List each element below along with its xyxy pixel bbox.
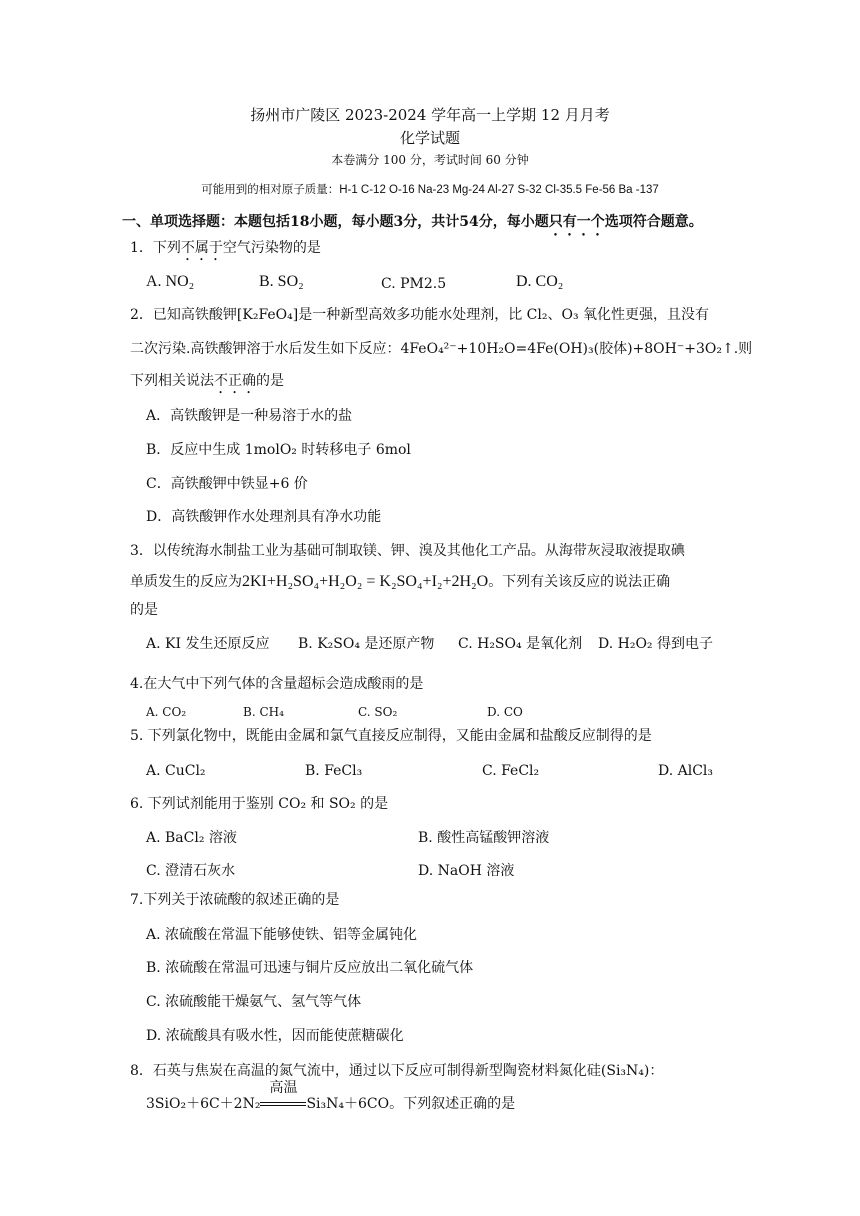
q4-stem: 4.在大气中下列气体的含量超标会造成酸雨的是 (130, 676, 424, 692)
q6-stem: 6. 下列试剂能用于鉴别 CO₂ 和 SO₂ 的是 (130, 796, 389, 812)
q3-option-d: D. H₂O₂ 得到电子 (598, 636, 713, 652)
q2-option-d: D．高铁酸钾作水处理剂具有净水功能 (146, 509, 382, 525)
atomic-masses: 可能用到的相对原子质量：H-1 C-12 O-16 Na-23 Mg-24 Al-27 S-32 Cl-35.5 Fe-56 Ba -137 (201, 184, 659, 196)
q2-stem-line3: 下列相关说法不正确的是 (130, 373, 284, 389)
q5-option-a: A. CuCl₂ (146, 763, 206, 779)
exam-subtitle: 化学试题 (399, 129, 460, 147)
q7-option-c: C. 浓硫酸能干燥氨气、氢气等气体 (146, 994, 362, 1010)
q5-stem: 5. 下列氯化物中，既能由金属和氯气直接反应制得，又能由金属和盐酸反应制得的是 (130, 728, 652, 744)
q1-option-c: C. PM2.5 (381, 276, 447, 292)
reaction-condition-arrow (260, 1080, 306, 1114)
q5-option-d: D. AlCl₃ (658, 763, 714, 779)
section-heading: 一、单项选择题：本题包括18小题，每小题3分，共计54分，每小题只有一个选项符合题意。 (122, 214, 703, 230)
q3-option-c: C. H₂SO₄ 是氧化剂 (458, 636, 583, 652)
q2-stem-line1: 2．已知高铁酸钾[K₂FeO₄]是一种新型高效多功能水处理剂，比 Cl₂、O₃ 氧化性更强，且没有 (130, 307, 710, 323)
q1-option-b: B. SO₂ (259, 273, 304, 290)
q7-stem: 7.下列关于浓硫酸的叙述正确的是 (130, 892, 340, 908)
q3-equation: 2KI+H₂SO₄+H₂O₂ = K₂SO₄+I₂+2H₂O (242, 573, 489, 590)
q6-option-b: B. 酸性高锰酸钾溶液 (418, 830, 550, 846)
q2-option-c: C．高铁酸钾中铁显+6 价 (146, 476, 308, 492)
q7-option-d: D. 浓硫酸具有吸水性，因而能使蔗糖碳化 (146, 1028, 404, 1044)
q7-option-b: B. 浓硫酸在常温可迅速与铜片反应放出二氧化硫气体 (146, 960, 474, 976)
q8-stem-line1: 8．石英与焦炭在高温的氮气流中，通过以下反应可制得新型陶瓷材料氮化硅(Si₃N₄)： (130, 1063, 664, 1079)
q3-stem-line2: 单质发生的反应为2KI+H₂SO₄+H₂O₂ = K₂SO₄+I₂+2H₂O。下列有关该反应的说法正确 (130, 573, 671, 590)
q4-option-b: B. CH₄ (243, 705, 284, 719)
q5-option-b: B. FeCl₃ (305, 763, 363, 779)
q4-option-d: D. CO (487, 705, 523, 719)
q4-option-a: A. CO₂ (146, 705, 187, 719)
q3-option-a: A. KI 发生还原反应 (146, 636, 270, 652)
q5-option-c: C. FeCl₂ (482, 763, 540, 779)
q3-option-b: B. K₂SO₄ 是还原产物 (298, 636, 435, 652)
q8-equation: 3SiO₂＋6C＋2N₂ 高温 Si₃N₄＋6CO。下列叙述正确的是 (146, 1080, 516, 1112)
q3-stem-line3: 的是 (130, 602, 158, 618)
reaction-condition: 高温 (269, 1080, 298, 1096)
q4-option-c: C. SO₂ (358, 705, 398, 719)
q6-option-d: D. NaOH 溶液 (418, 863, 515, 879)
q1-option-d: D. CO₂ (516, 273, 564, 290)
exam-info: 本卷满分 100 分，考试时间 60 分钟 (331, 153, 529, 167)
q6-option-a: A. BaCl₂ 溶液 (146, 830, 237, 846)
q6-option-c: C. 澄清石灰水 (146, 863, 236, 879)
q2-stem-line2: 二次污染.高铁酸钾溶于水后发生如下反应：4FeO₄²⁻+10H₂O=4Fe(OH)₃(胶体)+8OH⁻+3O₂↑.则 (130, 341, 753, 357)
q3-stem-line1: 3．以传统海水制盐工业为基础可制取镁、钾、溴及其他化工产品。从海带灰浸取液提取碘 (130, 543, 685, 559)
q1-option-a: A. NO₂ (146, 273, 195, 290)
q1-stem: 1．下列不属于空气污染物的是 (130, 240, 321, 256)
exam-title: 扬州市广陵区 2023-2024 学年高一上学期 12 月月考 (250, 106, 610, 124)
q2-option-a: A．高铁酸钾是一种易溶于水的盐 (146, 408, 353, 424)
q7-option-a: A. 浓硫酸在常温下能够使铁、铝等金属钝化 (146, 927, 418, 943)
q2-option-b: B．反应中生成 1molO₂ 时转移电子 6mol (146, 442, 411, 458)
